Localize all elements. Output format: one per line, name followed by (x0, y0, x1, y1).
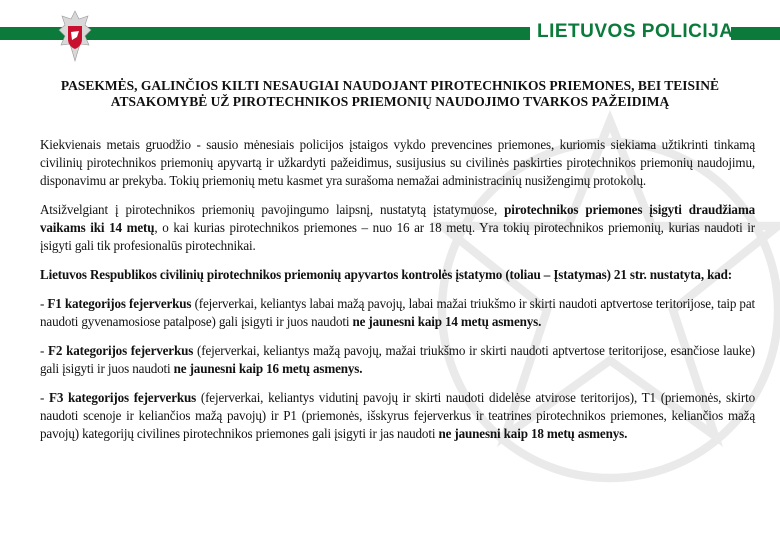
text: , o kai kurias pirotechnikos priemones – nuo 16 ar 18 metų. Yra tokių pirotechnikos priemonių, kurias naudoti ir įsigyti gali tik profesionalūs pirotechnikai. (40, 220, 755, 253)
bold-text: pirotechnikos priemones įsigyti draudžiama vaikams iki 14 metų (40, 202, 755, 235)
bold-text: ne jaunesni kaip 16 metų asmenys. (173, 361, 363, 376)
bold-text: F1 kategorijos fejerverkus (47, 296, 192, 311)
bold-text: Lietuvos Respublikos civilinių pirotechnikos priemonių apyvartos kontrolės įstatymo (toliau – Įstatymas) 21 str. nustatyta, kad: (40, 267, 732, 282)
bold-text: F3 kategorijos fejerverkus (48, 390, 197, 405)
text: (fejerverkai, keliantys labai mažą pavojų, labai mažai triukšmo ir skirti naudoti aptvertose teritorijose, taip pat naudoti gyvenamosiose patalpose) gali įsigyti ir juos naudoti (40, 296, 756, 329)
paragraph (40, 266, 755, 284)
title-line-1: PASEKMĖS, GALINČIOS KILTI NESAUGIAI NAUDOJANT PIROTECHNIKOS PRIEMONES, BEI TEISINĖ (60, 78, 720, 93)
text: - (40, 343, 49, 358)
paragraph (40, 201, 755, 255)
paragraph (40, 136, 755, 190)
text: (fejerverkai, keliantys mažą pavojų, mažai triukšmo ir skirti naudoti aptvertose teritorijose, esančiose lauke) gali įsigyti ir juos naudoti (40, 343, 756, 376)
text: - (40, 296, 48, 311)
bold-text: ne jaunesni kaip 14 metų asmenys. (352, 314, 542, 329)
bold-text: F2 kategorijos fejerverkus (48, 343, 194, 358)
document-body (40, 136, 755, 454)
paragraph (40, 342, 755, 378)
police-star-emblem-icon (58, 10, 92, 62)
text: Kiekvienais metais gruodžio - sausio mėnesiais policijos įstaigos vykdo prevencines priemones, kuriomis siekiama užtikrinti tinkamą civilinių pirotechnikos priemonių apyvartą ir užkardyti pažeidimus, susijusius su civilinės paskirties pirotechnikos priemonių naudojimu, disponavimu ar prekyba. Tokių priemonių metu kasmet yra surašoma nemažai administracinių nusižengimų protokolų. (40, 137, 755, 188)
text: Atsižvelgiant į pirotechnikos priemonių pavojingumo laipsnį, nustatytą įstatymuose, (40, 202, 505, 217)
paragraph (40, 389, 755, 443)
bold-text: ne jaunesni kaip 18 metų asmenys. (438, 426, 628, 441)
brand-name: LIETUVOS POLICIJA (537, 21, 734, 42)
text: - (40, 390, 49, 405)
page-title (20, 78, 760, 110)
text: (fejerverkai, keliantys vidutinį pavojų ir skirti naudoti didelėse atvirose teritorijos), T1 (priemonės, skirto naudoti scenoje ir keliančios mažą pavojų) ir P1 (priemonės, išskyrus fejerverkus ir teatrines pirotechnikos priemones, keliančios mažą pavojų) kategorijų civilines pirotechnikos priemones gali įsigyti ir jas naudoti (40, 390, 755, 441)
header-bar-right (731, 27, 780, 40)
paragraph (40, 295, 755, 331)
title-line-2: ATSAKOMYBĖ UŽ PIROTECHNIKOS PRIEMONIŲ NAUDOJIMO TVARKOS PAŽEIDIMĄ (110, 94, 670, 109)
